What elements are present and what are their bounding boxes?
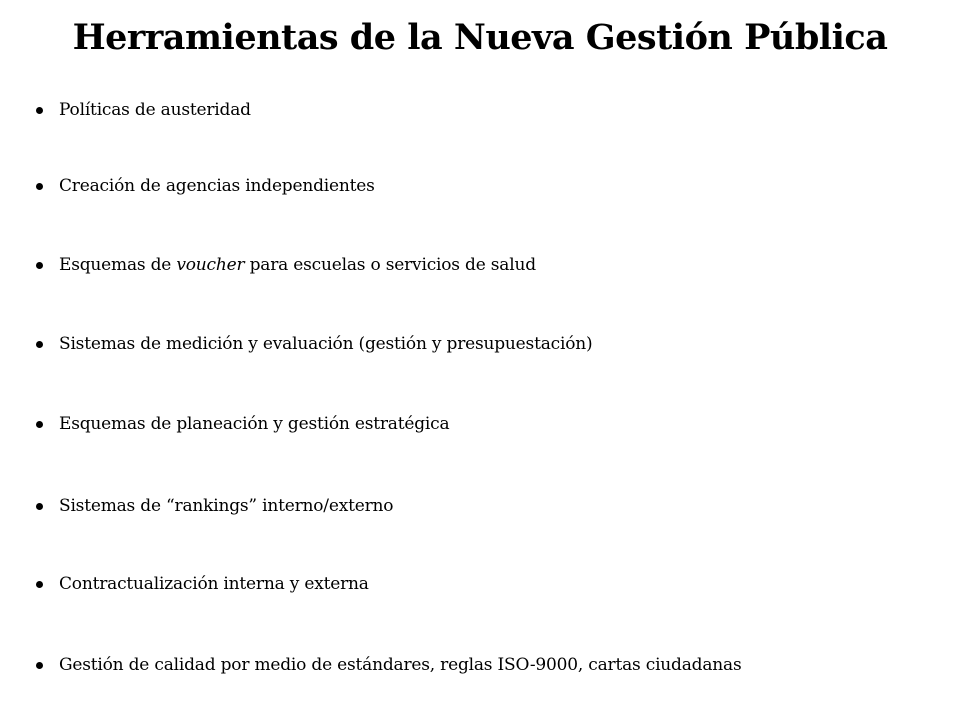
bullet-text: Sistemas de “rankings” interno/externo [59,496,394,516]
bullet-dot-icon [36,341,43,348]
bullet-item-rankings [36,492,936,520]
bullet-dot-icon [36,662,43,669]
bullet-text-pre: Esquemas de [59,255,177,275]
bullet-text-emphasis: voucher [176,255,245,275]
bullet-item-contracts [36,570,936,598]
bullet-dot-icon [36,503,43,510]
bullet-item-austerity [36,96,936,124]
bullet-text-post: para escuelas o servicios de salud [244,255,536,275]
bullet-item-planning [36,410,936,438]
slide-title: Herramientas de la Nueva Gestión Pública [72,17,888,58]
bullet-dot-icon [36,262,43,269]
bullet-item-agencies [36,172,936,200]
bullet-text: Contractualización interna y externa [59,574,369,594]
bullet-dot-icon [36,107,43,114]
bullet-text: Gestión de calidad por medio de estándares, reglas ISO-9000, cartas ciudadanas [59,655,742,675]
bullet-text: Esquemas de planeación y gestión estratégica [59,414,450,434]
bullet-item-voucher [36,251,936,279]
bullet-text: Creación de agencias independientes [59,176,375,196]
bullet-item-quality [36,651,936,679]
bullet-text: Políticas de austeridad [59,100,251,120]
bullet-text: Sistemas de medición y evaluación (gestión y presupuestación) [59,334,593,354]
bullet-dot-icon [36,581,43,588]
bullet-dot-icon [36,421,43,428]
bullet-dot-icon [36,183,43,190]
bullet-text-voucher [59,251,536,279]
bullet-item-measurement [36,330,936,358]
